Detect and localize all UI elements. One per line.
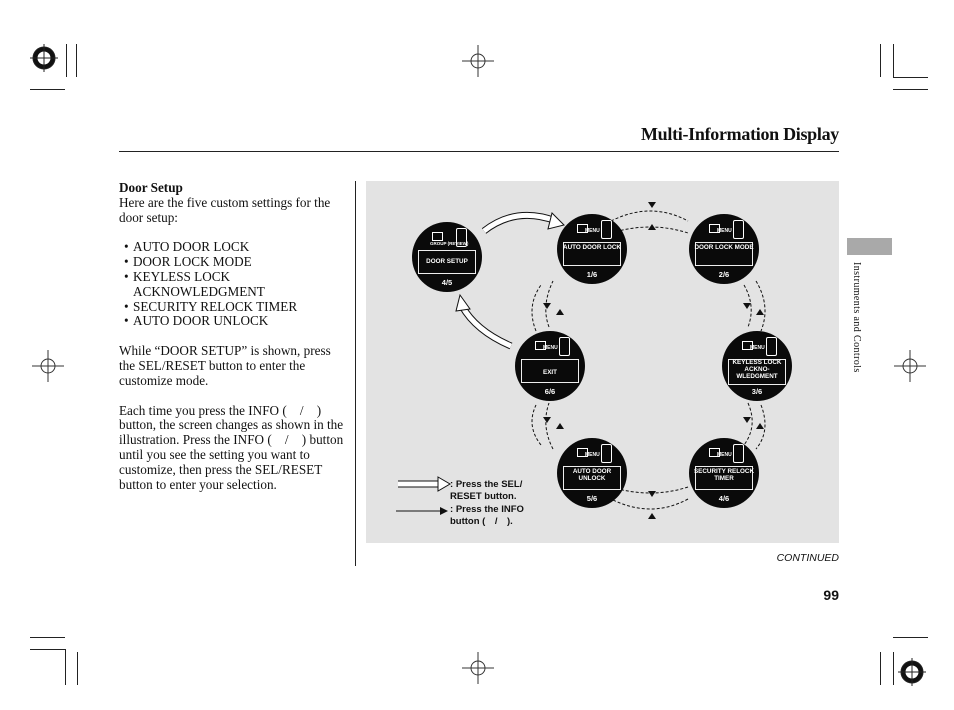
section-tab (847, 238, 892, 255)
page-title: Multi-Information Display (640, 124, 839, 144)
section-heading: Door Setup (119, 180, 183, 195)
legend-sel-text: Press the SEL/ RESET button. (450, 479, 523, 502)
up-down-arrow-icon (601, 220, 612, 239)
legend-info-text: Press the INFO button ( / ). (450, 504, 524, 527)
icon-caption: MENU (717, 452, 732, 458)
body-column (119, 181, 347, 492)
settings-list (119, 240, 347, 329)
icon-caption: GROUP (REVIEW) (430, 241, 469, 246)
up-down-arrow-icon (766, 337, 777, 356)
up-down-arrow-icon (456, 228, 467, 247)
list-item: • KEYLESS LOCK ACKNOWLEDGMENT (119, 270, 283, 300)
registration-target-icon (898, 658, 926, 686)
screen-label: DOOR SETUP (426, 258, 468, 265)
crosshair-icon (462, 45, 494, 77)
screen-label: DOOR LOCK MODE (694, 244, 754, 251)
paragraph-sel-reset: While “DOOR SETUP” is shown, press the SEL/RESET button to enter the customize mode. (119, 343, 331, 388)
up-down-arrow-icon (601, 444, 612, 463)
screen-number: 3/6 (751, 387, 763, 396)
continued-label: CONTINUED (776, 552, 839, 564)
icon-caption: MENU (585, 228, 600, 234)
section-label: Instruments and Controls (851, 262, 862, 373)
page-number: 99 (823, 587, 839, 603)
crosshair-icon (32, 350, 64, 382)
crosshair-icon (894, 350, 926, 382)
column-divider (355, 181, 356, 566)
paragraph-info-button: Each time you press the INFO ( / ) button, the screen changes as shown in the illustration. Press the INFO ( / ) button until you see the setting you want to customize, then press the SEL/RESET button to enter your selection. (119, 402, 344, 492)
list-item: • AUTO DOOR LOCK (119, 240, 347, 255)
screen-number: 4/6 (718, 494, 730, 503)
screen-label: EXIT (543, 369, 557, 376)
screen-label: AUTO DOOR LOCK (563, 244, 621, 251)
screen-number: 5/6 (586, 494, 598, 503)
icon-caption: MENU (585, 452, 600, 458)
icon-caption: MENU (717, 228, 732, 234)
list-item: • DOOR LOCK MODE (119, 255, 347, 270)
screen-auto-door-unlock (557, 438, 627, 508)
screen-label: AUTO DOOR UNLOCK (572, 468, 612, 482)
screen-door-lock-mode (689, 214, 759, 284)
list-item: • SECURITY RELOCK TIMER (119, 300, 347, 315)
up-down-arrow-icon (733, 444, 744, 463)
diagram-panel (366, 181, 839, 543)
screen-auto-door-lock (557, 214, 627, 284)
up-down-arrow-icon (733, 220, 744, 239)
icon-caption: MENU (543, 345, 558, 351)
screen-number: 6/6 (544, 387, 556, 396)
screen-label: KEYLESS LOCK ACKNO- WLEDGMENT (732, 359, 782, 380)
header-rule (119, 151, 839, 152)
crosshair-icon (462, 652, 494, 684)
screen-keyless-lock-ack (722, 331, 792, 401)
icon-caption: MENU (750, 345, 765, 351)
screen-security-relock-timer (689, 438, 759, 508)
legend-sel-reset: : Press the SEL/ RESET button. (450, 479, 523, 502)
registration-target-icon (30, 44, 58, 72)
screen-number: 4/5 (441, 278, 453, 287)
screen-number: 1/6 (586, 270, 598, 279)
legend-info: : Press the INFO button ( / ). (450, 504, 524, 527)
screen-label: SECURITY RELOCK TIMER (693, 468, 755, 482)
screen-number: 2/6 (718, 270, 730, 279)
intro-paragraph: Here are the five custom settings for the door setup: (119, 194, 331, 225)
menu-icon (432, 232, 443, 241)
screen-door-setup (412, 222, 482, 292)
list-item: • AUTO DOOR UNLOCK (119, 314, 347, 329)
screen-exit (515, 331, 585, 401)
up-down-arrow-icon (559, 337, 570, 356)
